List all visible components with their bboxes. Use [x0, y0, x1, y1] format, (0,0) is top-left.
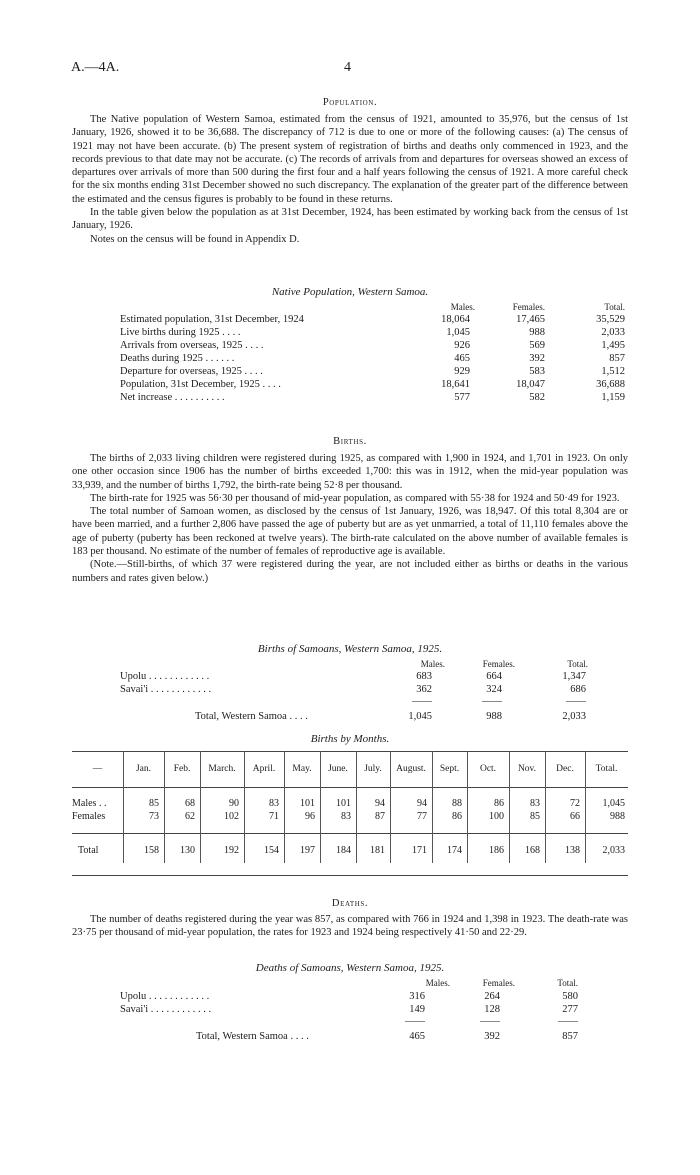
population-text	[72, 113, 628, 246]
col-header-total: Total.	[557, 978, 578, 988]
col-header-jan: Jan.	[135, 764, 152, 774]
births-by-months-table	[72, 751, 628, 881]
cell-females-july: 87	[375, 811, 385, 822]
cell-total-oct: 186	[489, 845, 504, 856]
cell-males: 18,641	[441, 379, 470, 390]
cell-total-jan: 158	[144, 845, 159, 856]
cell-total: 36,688	[596, 379, 625, 390]
row-label: Savai'i . . . . . . . . . . . .	[120, 684, 212, 695]
table-row	[120, 313, 630, 326]
cell-total-june: 184	[336, 845, 351, 856]
population-paragraph-1: The Native population of Western Samoa, estimated from the census of 1921, amounted to 35,976, but the census of 1st January, 1926, showed it to be 36,688. The discrepancy of 712 is due to one or more of the following causes: (a) The census of 1921 may not have been accurate. (b) The present system of registration of births and deaths only commenced in 1923, and the records previous to that date may not be accurate. (c) The records of arrivals from and departures for overseas showed an excess of departures over arrivals of more than 500 during the first four and a half years following the census of 1921. A more careful check for the six months ending 31st December showed no such discrepancy. The explanation of the greater part of the difference between the estimated and the census figures is probably to be found in these returns.	[72, 114, 628, 205]
cell-females: 324	[486, 684, 502, 695]
cell-females-dec: 66	[570, 811, 580, 822]
col-header-june: June.	[328, 764, 348, 774]
population-paragraph-2: In the table given below the population as at 31st December, 1924, has been estimated by working back from the census of 1st January, 1926.	[72, 207, 628, 232]
col-header-females: Females.	[512, 302, 545, 312]
col-header-may: May.	[292, 764, 312, 774]
cell-total-nov: 168	[525, 845, 540, 856]
document-reference: A.—4A.	[71, 60, 120, 75]
cell-males-sept: 88	[452, 798, 462, 809]
births-paragraph-2: The birth-rate for 1925 was 56·30 per thousand of mid-year population, as compared with 55·38 for 1924 and 50·49 for 1923.	[90, 492, 620, 504]
cell-males: 577	[454, 392, 470, 403]
col-header-july: July.	[364, 764, 382, 774]
cell-males: 929	[454, 366, 470, 377]
cell-total: 2,033	[562, 711, 586, 722]
births-by-months-caption: Births by Months.	[310, 733, 390, 745]
row-label: Population, 31st December, 1925 . . . .	[120, 379, 281, 390]
cell-females-march: 102	[224, 811, 239, 822]
cell-females: 17,465	[516, 314, 545, 325]
cell-total-april: 154	[264, 845, 279, 856]
col-header-males: Males.	[450, 302, 475, 312]
row-label: Departure for overseas, 1925 . . . .	[120, 366, 263, 377]
rule-total: ——	[566, 696, 586, 707]
table-row	[120, 391, 630, 404]
table-row	[120, 378, 630, 391]
cell-males-jan: 85	[149, 798, 159, 809]
cell-total-total: 2,033	[602, 845, 625, 856]
table-rule-bottom	[72, 875, 628, 876]
row-label: Net increase . . . . . . . . . .	[120, 392, 225, 403]
table-total-row	[195, 710, 590, 723]
cell-females-jan: 73	[149, 811, 159, 822]
cell-females: 988	[486, 711, 502, 722]
population-paragraph-3: Notes on the census will be found in Appendix D.	[90, 233, 300, 245]
col-header-females: Females.	[482, 978, 515, 988]
births-paragraph-3: The total number of Samoan women, as disclosed by the census of 1st January, 1926, was 18,947. Of this total 8,304 are or have been married, and a further 2,806 have passed the age of puberty but are as yet unmarried, a total of 11,110 females above the age of puberty (puberty has been reckoned at twelve years). The birth-rate calculated on the above number of available females is 183 per thousand. No estimate of the number of females of reproductive age is available.	[72, 506, 628, 558]
cell-females-total: 988	[610, 811, 625, 822]
row-label: Upolu . . . . . . . . . . . .	[120, 671, 210, 682]
cell-males-dec: 72	[570, 798, 580, 809]
row-label: Total, Western Samoa . . . .	[196, 1031, 309, 1042]
cell-females: 583	[529, 366, 545, 377]
deaths-text	[72, 913, 628, 940]
table-row	[120, 339, 630, 352]
cell-males-nov: 83	[530, 798, 540, 809]
row-label: Live births during 1925 . . . .	[120, 327, 241, 338]
cell-total-august: 171	[412, 845, 427, 856]
col-header-males: Males.	[425, 978, 450, 988]
cell-males-june: 101	[336, 798, 351, 809]
rule-females: ——	[482, 696, 502, 707]
cell-total: 2,033	[601, 327, 625, 338]
cell-males-march: 90	[229, 798, 239, 809]
cell-total: 277	[562, 1004, 578, 1015]
cell-males-july: 94	[375, 798, 385, 809]
col-header-dec: Dec.	[556, 764, 574, 774]
table-row	[120, 990, 590, 1003]
cell-females-april: 71	[269, 811, 279, 822]
rule-females: ——	[480, 1016, 500, 1027]
deaths-table-caption: Deaths of Samoans, Western Samoa, 1925.	[255, 962, 445, 974]
cell-total: 857	[562, 1031, 578, 1042]
cell-females: 582	[529, 392, 545, 403]
rule-males: ——	[405, 1016, 425, 1027]
table-row	[120, 670, 590, 683]
cell-females-august: 77	[417, 811, 427, 822]
cell-males: 316	[409, 991, 425, 1002]
cell-total: 686	[570, 684, 586, 695]
cell-males-oct: 86	[494, 798, 504, 809]
col-header-august: August.	[396, 764, 426, 774]
cell-males: 926	[454, 340, 470, 351]
cell-total: 580	[562, 991, 578, 1002]
cell-males: 465	[454, 353, 470, 364]
row-label-total: Total	[78, 845, 99, 856]
cell-males-feb: 68	[185, 798, 195, 809]
cell-females-june: 83	[341, 811, 351, 822]
cell-females: 264	[484, 991, 500, 1002]
cell-females-feb: 62	[185, 811, 195, 822]
cell-total: 1,495	[601, 340, 625, 351]
cell-total-may: 197	[300, 845, 315, 856]
col-header-feb: Feb.	[173, 764, 191, 774]
cell-females: 569	[529, 340, 545, 351]
cell-total: 1,159	[601, 392, 625, 403]
row-label-males: Males . .	[72, 798, 107, 809]
cell-total: 1,512	[601, 366, 625, 377]
cell-males: 465	[409, 1031, 425, 1042]
col-header-march: March.	[208, 764, 236, 774]
population-heading: Population.	[322, 97, 378, 108]
cell-total: 857	[609, 353, 625, 364]
cell-total: 35,529	[596, 314, 625, 325]
col-header-nov: Nov.	[517, 764, 537, 774]
cell-females: 988	[529, 327, 545, 338]
cell-males-april: 83	[269, 798, 279, 809]
col-header-total: Total.	[604, 302, 625, 312]
cell-females: 392	[529, 353, 545, 364]
cell-females: 392	[484, 1031, 500, 1042]
cell-females-sept: 86	[452, 811, 462, 822]
rule-males: ——	[412, 696, 432, 707]
row-label: Total, Western Samoa . . . .	[195, 711, 308, 722]
births-heading: Births.	[333, 436, 367, 447]
col-header-sept: Sept.	[439, 764, 460, 774]
cell-total-feb: 130	[180, 845, 195, 856]
row-label: Arrivals from overseas, 1925 . . . .	[120, 340, 264, 351]
cell-females-may: 96	[305, 811, 315, 822]
cell-males: 149	[409, 1004, 425, 1015]
col-header-males: Males.	[420, 659, 445, 669]
row-label: Estimated population, 31st December, 1924	[120, 314, 304, 325]
births-paragraph-4: (Note.—Still-births, of which 37 were registered during the year, are not included either as births or deaths in the various numbers and rates given below.)	[72, 559, 628, 584]
col-header-females: Females.	[482, 659, 515, 669]
table-row	[120, 326, 630, 339]
cell-total-march: 192	[224, 845, 239, 856]
cell-males-may: 101	[300, 798, 315, 809]
col-header-april: April.	[252, 764, 276, 774]
rule-total: ——	[558, 1016, 578, 1027]
cell-total-dec: 138	[565, 845, 580, 856]
cell-males-august: 94	[417, 798, 427, 809]
row-label: Deaths during 1925 . . . . . .	[120, 353, 235, 364]
table-row	[120, 683, 590, 696]
cell-total-july: 181	[370, 845, 385, 856]
table-row	[120, 1003, 590, 1016]
table-row	[120, 352, 630, 365]
page-number: 4	[344, 60, 351, 75]
cell-females: 18,047	[516, 379, 545, 390]
table-total-row	[196, 1030, 590, 1043]
row-label: Savai'i . . . . . . . . . . . .	[120, 1004, 212, 1015]
col-header-total: Total.	[567, 659, 588, 669]
cell-males: 1,045	[408, 711, 432, 722]
cell-males: 683	[416, 671, 432, 682]
cell-females: 128	[484, 1004, 500, 1015]
births-text	[72, 452, 628, 585]
col-header-oct: Oct.	[479, 764, 497, 774]
cell-males: 362	[416, 684, 432, 695]
births-table-caption: Births of Samoans, Western Samoa, 1925.	[257, 643, 443, 655]
cell-males-total: 1,045	[602, 798, 625, 809]
deaths-heading: Deaths.	[331, 898, 369, 909]
table-row	[120, 365, 630, 378]
native-population-caption: Native Population, Western Samoa.	[271, 286, 429, 298]
corner-dash: —	[92, 764, 103, 774]
cell-females-oct: 100	[489, 811, 504, 822]
deaths-paragraph-1: The number of deaths registered during the year was 857, as compared with 766 in 1924 and 1,398 in 1923. The death-rate was 23·75 per thousand of mid-year population, the rates for 1923 and 1924 being respectively 41·50 and 22·29.	[72, 914, 628, 939]
cell-females-nov: 85	[530, 811, 540, 822]
cell-males: 18,064	[441, 314, 470, 325]
cell-total: 1,347	[562, 671, 586, 682]
cell-males: 1,045	[446, 327, 470, 338]
row-label: Upolu . . . . . . . . . . . .	[120, 991, 210, 1002]
col-header-total: Total.	[595, 764, 618, 774]
births-paragraph-1: The births of 2,033 living children were registered during 1925, as compared with 1,900 in 1924, and 1,701 in 1923. On only one other occasion since 1906 has the number of births exceeded 1,700: this was in 1912, when the mid-year population was 33,939, and the number of births 1,792, the birth-rate being 52·8 per thousand.	[72, 453, 628, 491]
cell-females: 664	[486, 671, 502, 682]
row-label-females: Females	[72, 811, 106, 822]
cell-total-sept: 174	[447, 845, 462, 856]
